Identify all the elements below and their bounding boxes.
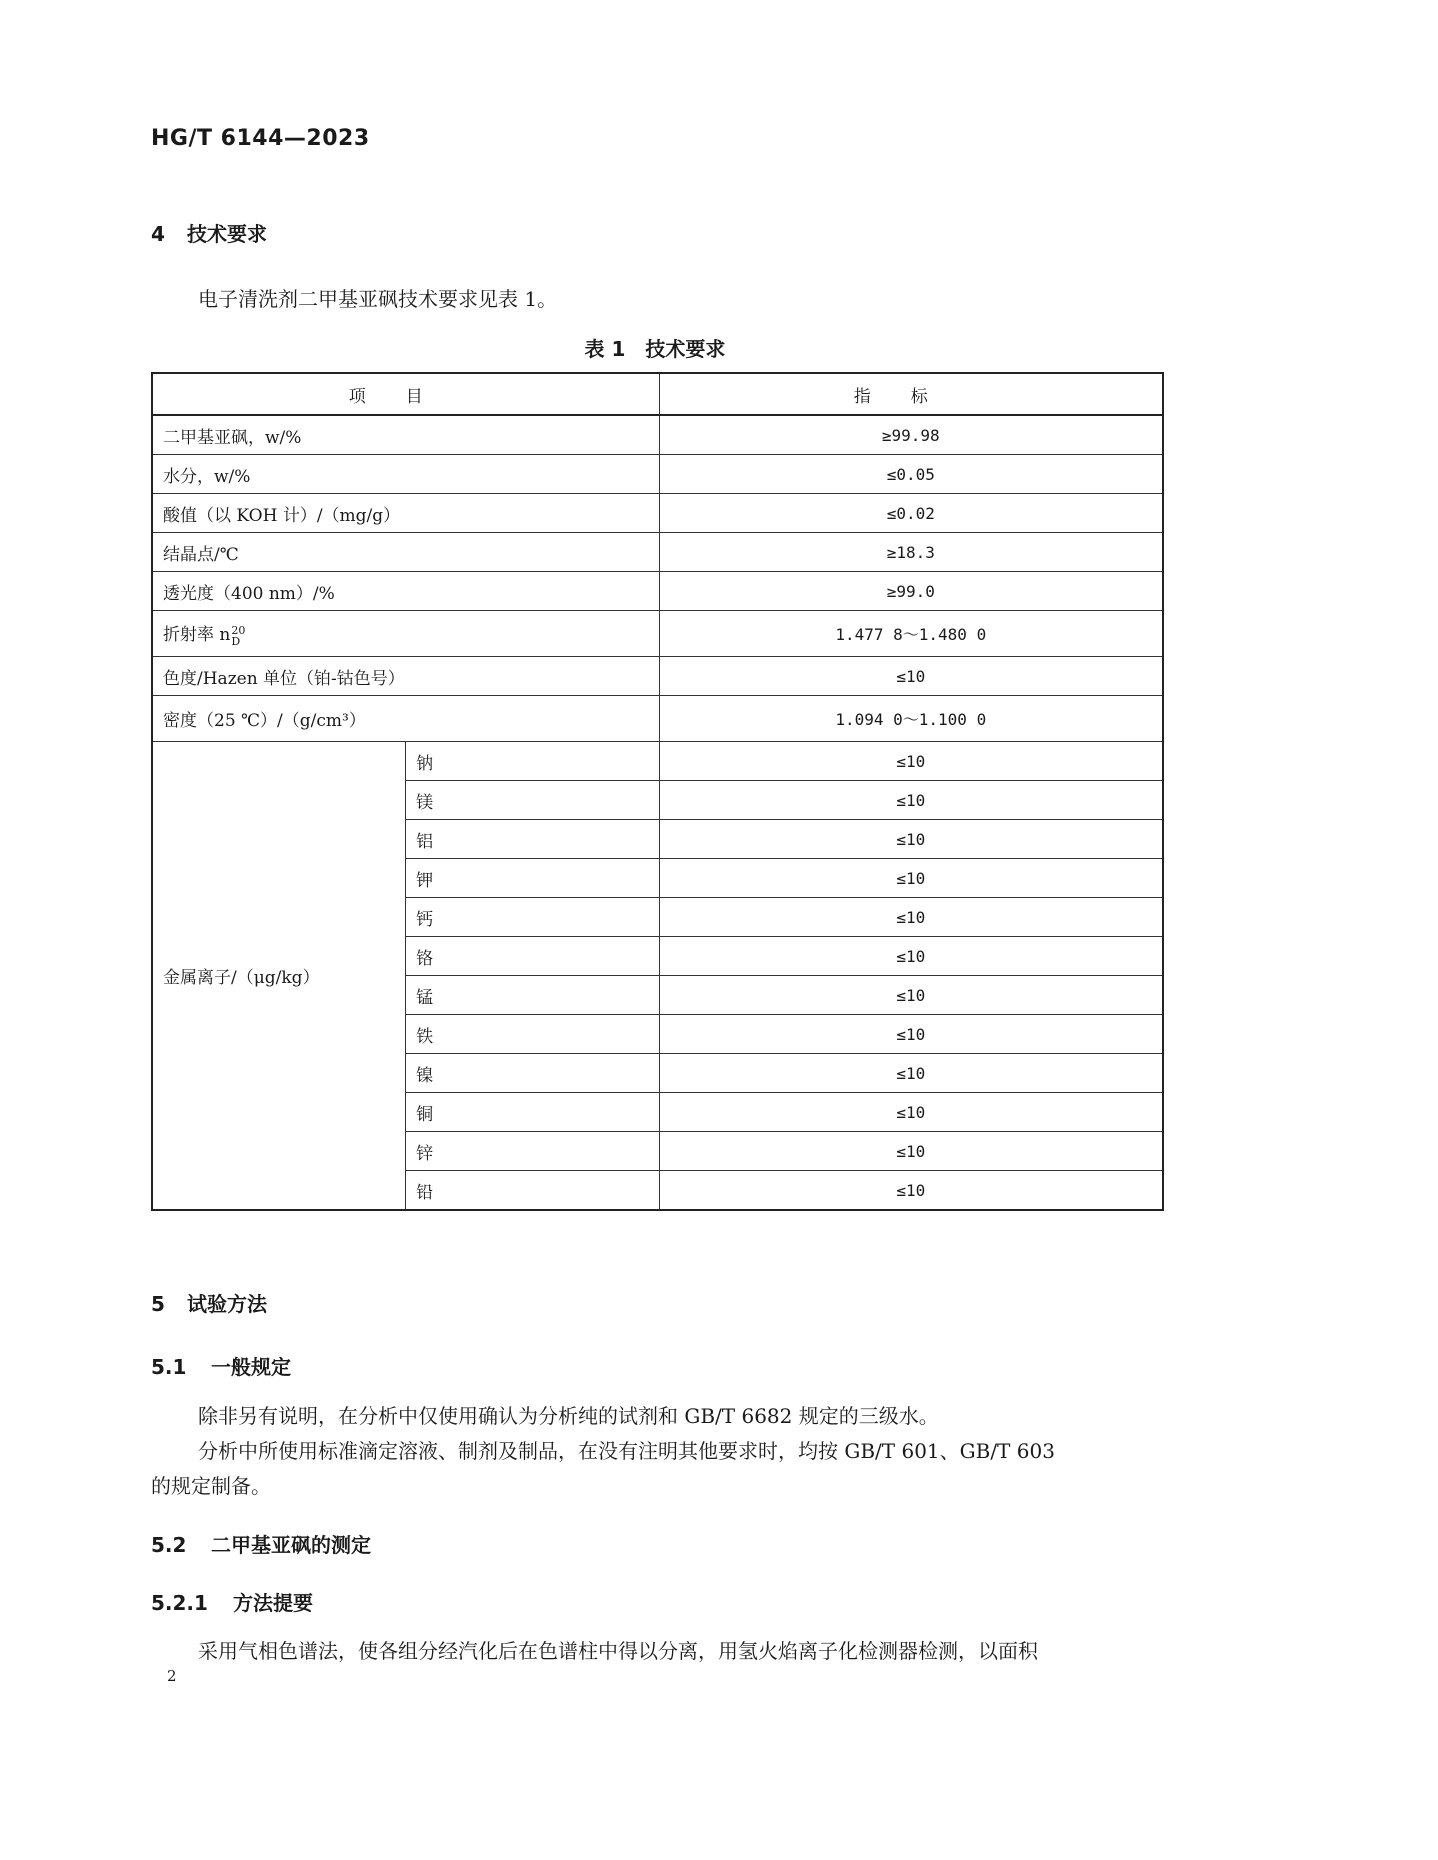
technical-requirements-table <box>151 372 1164 1211</box>
row-item: 水分，w/% <box>152 455 659 494</box>
row-value: ≤10 <box>659 657 1163 696</box>
metal-name: 铅 <box>406 1171 659 1211</box>
section-5-2-heading <box>151 1529 371 1558</box>
row-item: 酸值（以 KOH 计）/（mg/g） <box>152 494 659 533</box>
page-number: 2 <box>167 1667 177 1685</box>
row-item: 二甲基亚砜，w/% <box>152 415 659 455</box>
refractive-index-sup: 20 <box>231 623 246 637</box>
section-5-2-1-title: 方法提要 <box>233 1591 313 1615</box>
metal-name: 钠 <box>406 742 659 781</box>
metal-value: ≤10 <box>659 1132 1163 1171</box>
row-value: ≥99.0 <box>659 572 1163 611</box>
section-4-title: 技术要求 <box>187 222 267 246</box>
section-4-heading <box>151 218 267 247</box>
row-item: 结晶点/℃ <box>152 533 659 572</box>
table-row <box>152 533 1163 572</box>
metal-name: 钾 <box>406 859 659 898</box>
section-4-intro: 电子清洗剂二甲基亚砜技术要求见表 1。 <box>198 287 558 311</box>
table-row <box>152 611 1163 657</box>
table-caption: 表 1 技术要求 <box>584 337 726 361</box>
metal-value: ≤10 <box>659 742 1163 781</box>
row-value: ≥18.3 <box>659 533 1163 572</box>
row-value: ≤0.02 <box>659 494 1163 533</box>
section-5-1-paragraph-2: 分析中所使用标准滴定溶液、制剂及制品，在没有注明其他要求时，均按 GB/T 601、GB/T 603 <box>198 1439 1055 1463</box>
section-4-number: 4 <box>151 222 165 246</box>
row-value: ≥99.98 <box>659 415 1163 455</box>
section-5-number: 5 <box>151 1292 165 1316</box>
metal-value: ≤10 <box>659 781 1163 820</box>
table-header-row <box>152 373 1163 415</box>
metal-name: 镁 <box>406 781 659 820</box>
metal-value: ≤10 <box>659 1015 1163 1054</box>
metal-value: ≤10 <box>659 976 1163 1015</box>
metal-name: 钙 <box>406 898 659 937</box>
metal-value: ≤10 <box>659 859 1163 898</box>
row-item: 色度/Hazen 单位（铂-钴色号） <box>152 657 659 696</box>
metal-value: ≤10 <box>659 1171 1163 1211</box>
metal-name: 镍 <box>406 1054 659 1093</box>
row-value: ≤0.05 <box>659 455 1163 494</box>
table-row <box>152 415 1163 455</box>
row-value: 1.094 0～1.100 0 <box>659 696 1163 742</box>
table-row <box>152 455 1163 494</box>
metal-name: 锌 <box>406 1132 659 1171</box>
table-row <box>152 696 1163 742</box>
metal-value: ≤10 <box>659 937 1163 976</box>
metal-row <box>152 742 1163 781</box>
metal-value: ≤10 <box>659 820 1163 859</box>
metal-name: 铝 <box>406 820 659 859</box>
column-header-item: 项目 <box>152 373 659 415</box>
row-value: 1.477 8～1.480 0 <box>659 611 1163 657</box>
metal-name: 锰 <box>406 976 659 1015</box>
metal-name: 铜 <box>406 1093 659 1132</box>
metal-value: ≤10 <box>659 1093 1163 1132</box>
section-5-title: 试验方法 <box>187 1292 267 1316</box>
section-5-1-title: 一般规定 <box>211 1355 291 1379</box>
section-5-heading <box>151 1288 267 1317</box>
section-5-2-1-paragraph: 采用气相色谱法，使各组分经汽化后在色谱柱中得以分离，用氢火焰离子化检测器检测，以面积 <box>198 1639 1038 1663</box>
table-row <box>152 657 1163 696</box>
metal-name: 铬 <box>406 937 659 976</box>
section-5-2-1-heading <box>151 1587 313 1616</box>
table-row <box>152 494 1163 533</box>
metal-ions-label: 金属离子/（μg/kg） <box>152 742 406 1211</box>
metal-value: ≤10 <box>659 898 1163 937</box>
refractive-index-label: 折射率 n <box>163 625 231 646</box>
metal-name: 铁 <box>406 1015 659 1054</box>
section-5-2-1-number: 5.2.1 <box>151 1591 208 1615</box>
standard-number: HG/T 6144—2023 <box>151 126 370 151</box>
row-item: 透光度（400 nm）/% <box>152 572 659 611</box>
section-5-1-number: 5.1 <box>151 1355 187 1379</box>
column-header-index: 指标 <box>659 373 1163 415</box>
section-5-2-number: 5.2 <box>151 1533 187 1557</box>
row-item: 密度（25 ℃）/（g/cm³） <box>152 696 659 742</box>
section-5-2-title: 二甲基亚砜的测定 <box>211 1533 371 1557</box>
metal-value: ≤10 <box>659 1054 1163 1093</box>
section-5-1-paragraph-1: 除非另有说明，在分析中仅使用确认为分析纯的试剂和 GB/T 6682 规定的三级水。 <box>198 1404 939 1428</box>
table-row <box>152 572 1163 611</box>
row-item <box>152 611 659 657</box>
refractive-index-sub: D <box>231 634 241 648</box>
section-5-1-heading <box>151 1351 291 1380</box>
section-5-1-paragraph-2-cont: 的规定制备。 <box>151 1474 271 1498</box>
